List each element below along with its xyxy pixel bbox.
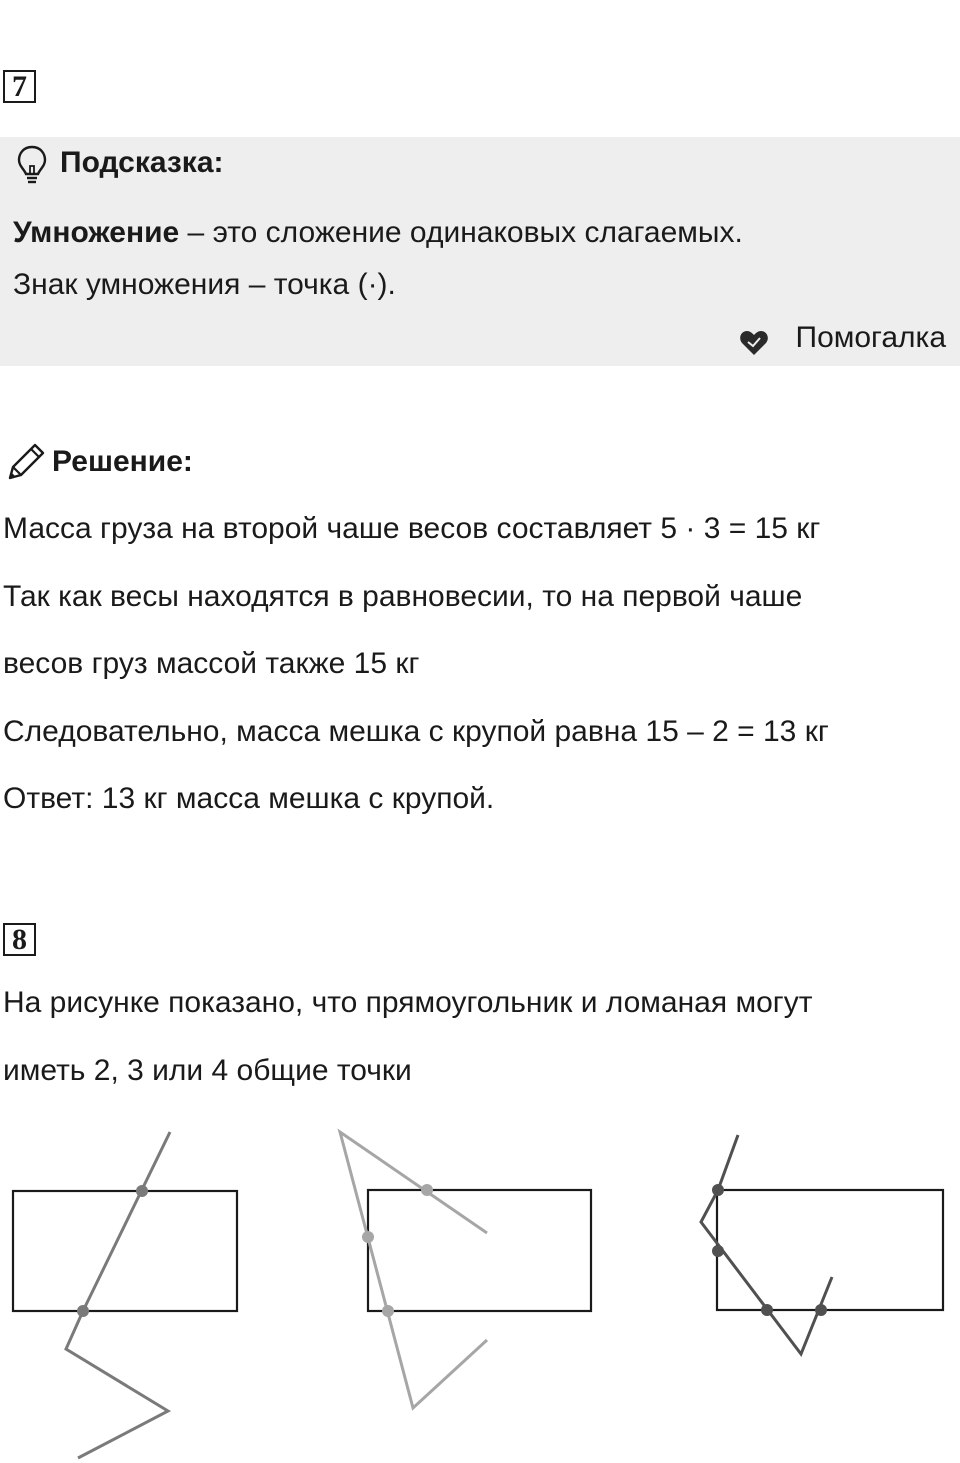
- brand-label: Помогалка: [795, 321, 946, 354]
- pencil-icon: [4, 440, 48, 484]
- solution-line-1: Масса груза на второй чаше весов составляет 5 · 3 = 15 кг: [3, 512, 821, 545]
- figure-two-points: [13, 1132, 237, 1458]
- solution-line-4: Следовательно, масса мешка с крупой равна 15 – 2 = 13 кг: [3, 715, 829, 748]
- intersection-point: [712, 1184, 724, 1196]
- polyline-2: [340, 1132, 487, 1408]
- intersection-point: [362, 1231, 374, 1243]
- intersection-point: [761, 1304, 773, 1316]
- intersection-point: [815, 1304, 827, 1316]
- solution-line-2: Так как весы находятся в равновесии, то на первой чаше: [3, 580, 803, 613]
- hint-definition: [13, 216, 743, 250]
- lightbulb-icon: [15, 144, 49, 186]
- rectangle-1: [13, 1191, 237, 1311]
- polyline-1: [66, 1132, 170, 1458]
- intersection-point: [77, 1305, 89, 1317]
- hint-term: Умножение: [13, 216, 180, 249]
- solution-line-3: весов груз массой также 15 кг: [3, 647, 420, 680]
- rectangle-3: [717, 1190, 943, 1310]
- intersection-point: [421, 1184, 433, 1196]
- task-number-8: 8: [3, 923, 36, 956]
- task8-text-line-2: иметь 2, 3 или 4 общие точки: [3, 1054, 412, 1087]
- hint-title: Подсказка:: [60, 146, 224, 179]
- rectangle-2: [368, 1190, 591, 1311]
- hint-definition-text: – это сложение одинаковых слагаемых.: [179, 216, 743, 249]
- answer-line: Ответ: 13 кг масса мешка с крупой.: [3, 782, 495, 815]
- hint-multiplication-sign: Знак умножения – точка (·).: [13, 268, 396, 301]
- task8-text-line-1: На рисунке показано, что прямоугольник и ломаная могут: [3, 986, 813, 1019]
- figure-four-points: [701, 1135, 943, 1354]
- intersection-point: [712, 1245, 724, 1257]
- intersection-point: [382, 1305, 394, 1317]
- figure-three-points: [340, 1132, 591, 1408]
- polyline-3: [701, 1135, 832, 1354]
- task-number-7: 7: [3, 70, 36, 103]
- geometry-figures: [0, 1120, 960, 1463]
- intersection-point: [136, 1185, 148, 1197]
- solution-title: Решение:: [52, 445, 193, 478]
- heart-icon: [739, 329, 769, 357]
